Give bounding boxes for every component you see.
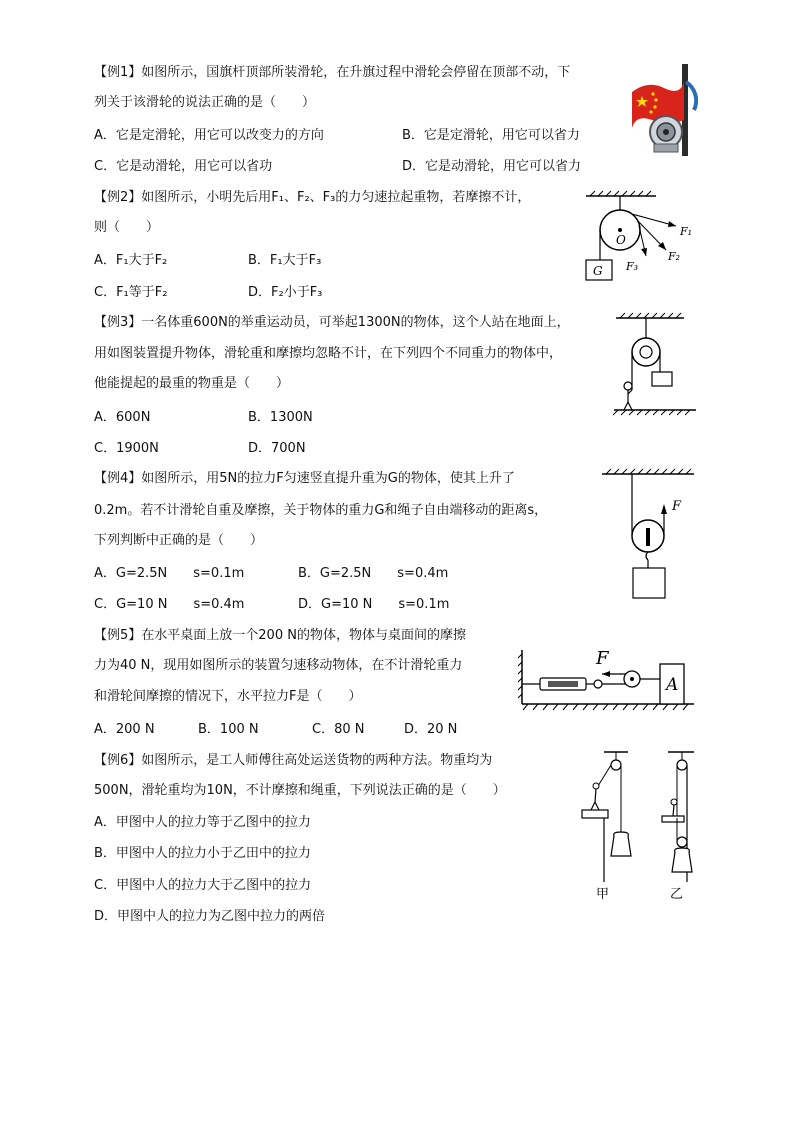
ex3-option-d: D．700N [248, 441, 306, 456]
flag-pulley-figure [628, 62, 698, 161]
force-f3-label: F₃ [626, 260, 639, 273]
ex6-option-b: B．甲图中人的拉力小于乙田中的拉力 [94, 846, 311, 861]
ex4-option-b: B．G=2.5N s=0.4m [298, 566, 449, 581]
ex3-option-c: C．1900N [94, 441, 159, 456]
ex4-line-1: 【例4】如图所示，用5N的拉力F匀速竖直提升重为G的物体，使其上升了 [94, 471, 515, 486]
ex5-line-2: 力为40 N，现用如图所示的装置匀速移动物体，在不计滑轮重力 [94, 658, 463, 673]
pulley-o-label: O [616, 233, 626, 247]
ex2-option-d: D．F₂小于F₃ [248, 285, 323, 300]
ex1-option-b: B．它是定滑轮，用它可以省力 [402, 128, 580, 143]
ex5-option-a: A．200 N [94, 722, 155, 737]
ex5-option-d: D．20 N [404, 722, 458, 737]
ex2-line-2: 则（ ） [94, 220, 160, 235]
weight-g-label: G [593, 264, 603, 278]
ex2-option-c: C．F₁等于F₂ [94, 285, 168, 300]
horizontal-pulley-figure [518, 636, 698, 720]
movable-pulley-figure [598, 464, 698, 606]
ex2-option-a: A．F₁大于F₂ [94, 253, 168, 268]
ex6-line-2: 500N，滑轮重均为10N，不计摩擦和绳重，下列说法正确的是（ ） [94, 783, 506, 798]
ex6-line-1: 【例6】如图所示，是工人师傅往高处运送货物的两种方法。物重均为 [94, 753, 493, 768]
ex1-line-2: 列关于该滑轮的说法正确的是（ ） [94, 95, 316, 110]
ex4-line-2: 0.2m。若不计滑轮自重及摩擦，关于物体的重力G和绳子自由端移动的距离s， [94, 503, 548, 518]
ex1-option-c: C．它是动滑轮，用它可以省功 [94, 159, 273, 174]
ex3-line-2: 用如图装置提升物体，滑轮重和摩擦均忽略不计，在下列四个不同重力的物体中， [94, 346, 563, 361]
ex5-option-c: C．80 N [312, 722, 365, 737]
ex6-option-a: A．甲图中人的拉力等于乙图中的拉力 [94, 815, 311, 830]
ex3-option-b: B．1300N [248, 410, 313, 425]
ex6-option-d: D．甲图中人的拉力为乙图中拉力的两倍 [94, 909, 326, 924]
ex4-option-a: A．G=2.5N s=0.1m [94, 566, 245, 581]
ex3-option-a: A．600N [94, 410, 151, 425]
label-yi: 乙 [670, 887, 684, 902]
ex3-line-3: 他能提起的最重的物重是（ ） [94, 376, 290, 391]
force-f2-label: F₂ [668, 250, 681, 263]
ex3-line-1: 【例3】一名体重600N的举重运动员，可举起1300N的物体，这个人站在地面上， [94, 315, 570, 330]
label-jia: 甲 [596, 887, 610, 902]
ex1-option-a: A．它是定滑轮，用它可以改变力的方向 [94, 128, 324, 143]
ex5-option-b: B．100 N [198, 722, 259, 737]
force-f-label: F [596, 648, 609, 669]
fixed-pulley-forces-figure [582, 190, 702, 286]
ex5-line-1: 【例5】在水平桌面上放一个200 N的物体，物体与桌面间的摩擦 [94, 628, 466, 643]
ex5-line-3: 和滑轮间摩擦的情况下，水平拉力F是（ ） [94, 689, 362, 704]
two-methods-figure [578, 748, 708, 910]
ex1-option-d: D．它是动滑轮，用它可以省力 [402, 159, 582, 174]
force-f1-label: F₁ [680, 225, 693, 238]
ex4-option-c: C．G=10 N s=0.4m [94, 597, 245, 612]
ex6-option-c: C．甲图中人的拉力大于乙图中的拉力 [94, 878, 312, 893]
ex4-line-3: 下列判断中正确的是（ ） [94, 533, 264, 548]
man-fixed-pulley-figure [608, 310, 700, 420]
block-a-label: A [666, 675, 679, 695]
ex2-line-1: 【例2】如图所示，小明先后用F₁、F₂、F₃的力匀速拉起重物，若摩擦不计， [94, 190, 531, 205]
ex2-option-b: B．F₁大于F₃ [248, 253, 322, 268]
ex1-line-1: 【例1】如图所示，国旗杆顶部所装滑轮，在升旗过程中滑轮会停留在顶部不动，下 [94, 65, 571, 80]
force-f-label: F [672, 499, 682, 514]
ex4-option-d: D．G=10 N s=0.1m [298, 597, 450, 612]
